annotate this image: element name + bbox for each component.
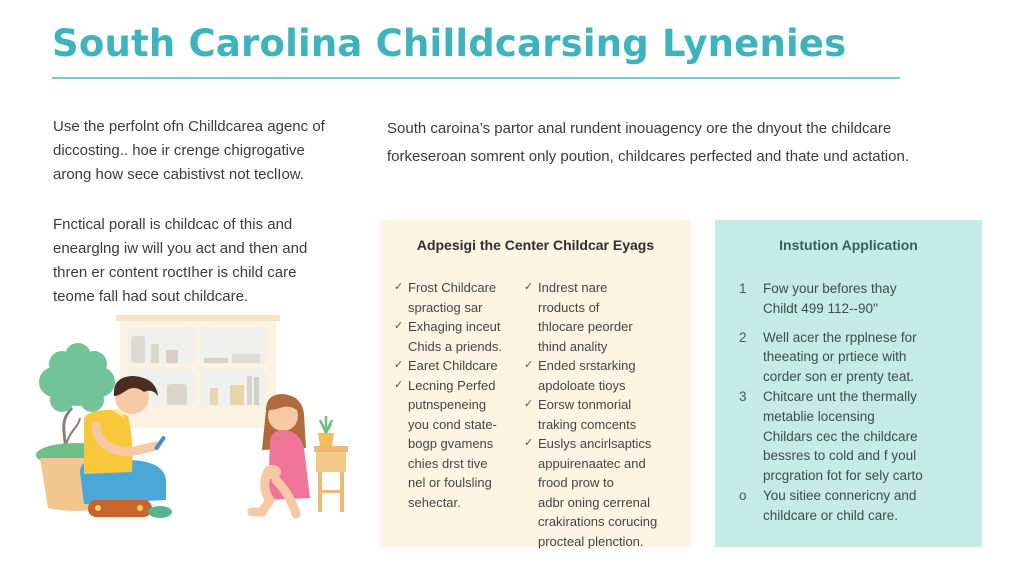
checklist-left-column — [392, 278, 527, 512]
checkmark-icon: ✓ — [524, 437, 534, 449]
step-line: prcgration fot for sely carto — [763, 468, 923, 484]
checklist-item — [522, 434, 687, 551]
item-line: appuirenaatec and — [538, 455, 646, 471]
text-line: Use the perfolnt ofn Chilldcarea agenc of — [53, 118, 325, 135]
application-card — [715, 220, 982, 547]
intro-right-paragraph — [387, 115, 909, 171]
text-line: Fnctical porall is childcac of this and — [53, 216, 293, 233]
item-line: adbr oning cerrenal — [538, 494, 651, 510]
step-line: corder son er prenty teat. — [763, 369, 914, 385]
step-item — [739, 279, 923, 319]
step-line: Well acer the rpplnese for — [763, 329, 917, 345]
step-line: Childars cec the childcare — [763, 428, 918, 444]
text-line: South caroina’s partor anal rundent inouagency ore the dnyout the childcare — [387, 120, 892, 137]
step-item — [739, 387, 923, 486]
item-line: Euslys ancirlsaptics — [538, 436, 652, 451]
item-line: traking comcents — [538, 416, 637, 432]
step-line: theeating or prtiece with — [763, 349, 907, 365]
item-line: rroducts of — [538, 299, 600, 315]
checkmark-icon: ✓ — [394, 281, 404, 293]
page-title: South Carolina Chilldcarsing Lynenies — [52, 22, 847, 65]
item-line: procteal plenction. — [538, 533, 644, 549]
checklist-item — [392, 317, 527, 356]
item-line: Frost Childcare — [408, 280, 497, 295]
checkmark-icon: ✓ — [394, 359, 404, 371]
checklist-card — [380, 220, 691, 547]
step-line: You sitiee connericny and — [763, 487, 917, 503]
step-item — [739, 486, 923, 526]
intro-left-paragraph — [53, 115, 325, 187]
item-line: apdoloate tioys — [538, 377, 626, 393]
checkmark-icon: ✓ — [524, 398, 534, 410]
checkmark-icon: ✓ — [394, 320, 404, 332]
item-line: Eorsw tonmorial — [538, 397, 632, 412]
checklist-item — [522, 395, 687, 434]
item-line: Chids a priends. — [408, 338, 502, 354]
step-line: childcare or child care. — [763, 507, 899, 523]
checklist-item — [522, 356, 687, 395]
application-steps — [739, 279, 923, 526]
practical-paragraph — [53, 213, 307, 309]
step-line: Chitcare unt the thermally — [763, 388, 917, 404]
checklist-item — [392, 278, 527, 317]
checklist-card-title: Adpesigi the Center Childcar Eyags — [416, 237, 655, 253]
checkmark-icon: ✓ — [524, 281, 534, 293]
item-line: crakirations corucing — [538, 514, 658, 529]
text-line: arong how sece cabistivst not teclIow. — [53, 166, 304, 183]
step-number: o — [739, 487, 747, 503]
step-line: metablie locensing — [763, 408, 875, 424]
checklist-item — [392, 356, 527, 376]
item-line: Indrest nare — [538, 280, 608, 295]
step-number: 1 — [739, 281, 747, 296]
text-line: diccosting.. hoe ir crenge chigrogative — [53, 142, 305, 159]
item-line: bogp gvamens — [408, 436, 494, 451]
item-line: chies drst tive — [408, 455, 488, 471]
text-line: thren er content roctIher is child care — [53, 264, 297, 281]
item-line: Earet Childcare — [408, 358, 498, 373]
item-line: spractiog sar — [408, 299, 483, 315]
text-line: teome fall had sout childcare. — [53, 288, 249, 305]
step-line: Fow your befores thay — [763, 281, 897, 296]
item-line: thlocare peorder — [538, 319, 633, 334]
checklist-right-column — [522, 278, 687, 551]
step-item — [739, 328, 923, 387]
text-line: forkeseroan somrent only poution, childcares perfected and thate und actation. — [387, 148, 909, 165]
item-line: you cond state- — [408, 416, 497, 432]
checklist-item — [522, 278, 687, 356]
item-line: thind anality — [538, 338, 608, 354]
item-line: nel or foulsling — [408, 475, 492, 490]
item-line: putnspeneing — [408, 397, 487, 412]
text-line: enearglng iw will you act and then and — [53, 240, 308, 257]
checkmark-icon: ✓ — [394, 378, 404, 391]
step-line: Childt 499 112--90" — [763, 300, 878, 316]
item-line: sehectar. — [408, 494, 461, 510]
application-card-title: Instution Application — [779, 237, 918, 253]
children-illustration — [0, 300, 370, 540]
title-divider — [52, 77, 900, 79]
item-line: Ended srstarking — [538, 358, 636, 373]
checkmark-icon: ✓ — [524, 359, 534, 371]
side-table-icon — [314, 416, 348, 512]
checklist-item — [392, 376, 527, 513]
item-line: Exhaging inceut — [408, 319, 501, 334]
step-line: bessres to cold and f youl — [763, 448, 917, 464]
step-number: 3 — [739, 388, 747, 404]
step-number: 2 — [739, 329, 747, 345]
item-line: Lecning Perfed — [408, 377, 496, 393]
item-line: frood prow to — [538, 475, 614, 490]
